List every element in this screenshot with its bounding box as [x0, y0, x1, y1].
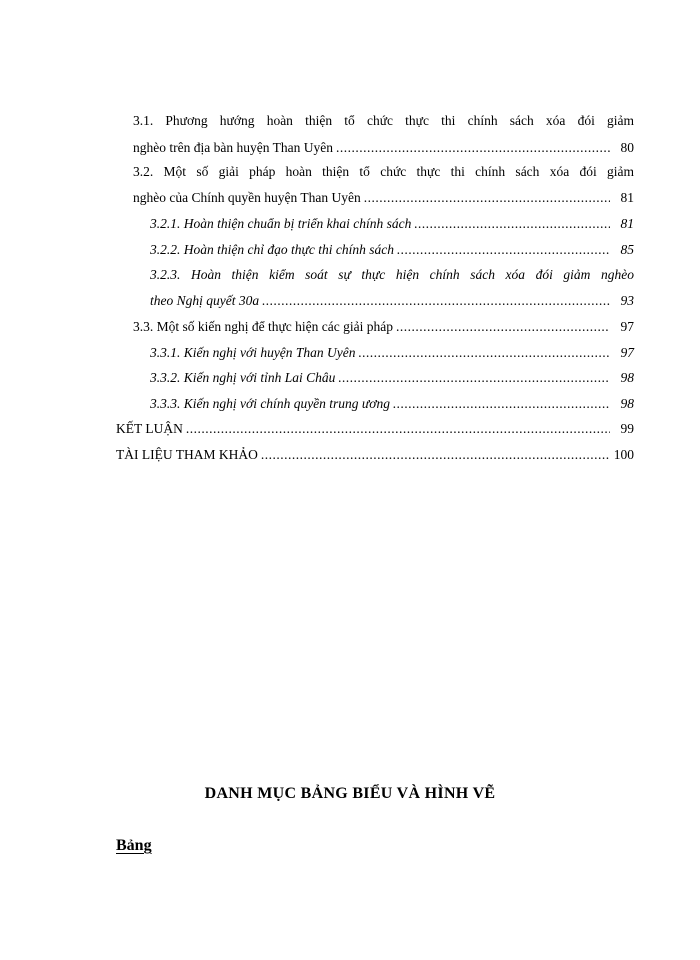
toc-page-number: 100 — [613, 447, 634, 462]
toc-entry-3-2-3 — [150, 293, 634, 309]
leader-dots — [397, 242, 610, 258]
toc-entry-3-3-3 — [150, 396, 634, 412]
leader-dots — [359, 345, 610, 361]
toc-entry-3-1 — [133, 140, 634, 156]
toc-entry-3-3 — [133, 319, 634, 335]
section-heading: DANH MỤC BẢNG BIỂU VÀ HÌNH VẼ — [204, 785, 496, 802]
toc-page-number: 97 — [620, 319, 634, 334]
toc-entry-3-3-1 — [150, 345, 634, 361]
leader-dots — [186, 421, 610, 437]
toc-entry-3-2-line1: 3.2. Một số giải pháp hoàn thiện tổ chức thực thi chính sách xóa đói giảm — [133, 164, 634, 179]
toc-page-number: 85 — [620, 242, 634, 257]
toc-page-number: 98 — [620, 370, 634, 385]
subsection-heading: Bảng — [116, 837, 152, 854]
toc-entry-text: 3.3.3. Kiến nghị với chính quyền trung ương — [150, 396, 390, 411]
leader-dots — [364, 190, 610, 206]
leader-dots — [261, 447, 610, 463]
toc-entry-3-2-3-line1: 3.2.3. Hoàn thiện kiểm soát sự thực hiện chính sách xóa đói giảm nghèo — [150, 267, 634, 282]
toc-entry-ket-luan — [116, 421, 634, 437]
toc-entry-3-1-line1: 3.1. Phương hướng hoàn thiện tổ chức thực thi chính sách xóa đói giảm — [133, 113, 634, 128]
leader-dots — [396, 319, 610, 335]
toc-entry-text: 3.3.2. Kiến nghị với tỉnh Lai Châu — [150, 370, 336, 385]
toc-entry-text: 3.3.1. Kiến nghị với huyện Than Uyên — [150, 345, 356, 360]
toc-page-number: 93 — [620, 293, 634, 308]
toc-entry-text: KẾT LUẬN — [116, 421, 183, 436]
leader-dots — [336, 140, 610, 156]
toc-entry-text: 3.2.1. Hoàn thiện chuẩn bị triển khai chính sách — [150, 216, 412, 231]
toc-entry-3-2-2 — [150, 242, 634, 258]
toc-entry-3-2 — [133, 190, 634, 206]
toc-entry-3-3-2 — [150, 370, 634, 386]
toc-entry-text: 3.3. Một số kiến nghị để thực hiện các giải pháp — [133, 319, 394, 334]
toc-page-number: 99 — [620, 421, 634, 436]
toc-page-number: 80 — [620, 140, 634, 155]
toc-page-number: 81 — [620, 190, 634, 205]
toc-page-number: 98 — [620, 396, 634, 411]
toc-page-number: 97 — [620, 345, 634, 360]
toc-entry-3-2-3-line2: theo Nghị quyết 30a — [150, 293, 260, 308]
leader-dots — [414, 216, 610, 232]
leader-dots — [262, 293, 610, 309]
toc-entry-3-2-1 — [150, 216, 634, 232]
toc-entry-3-2-line2: nghèo của Chính quyền huyện Than Uyên — [133, 190, 361, 205]
leader-dots — [338, 370, 610, 386]
leader-dots — [393, 396, 610, 412]
toc-entry-tai-lieu — [116, 447, 634, 463]
toc-entry-text: 3.2.2. Hoàn thiện chỉ đạo thực thi chính sách — [150, 242, 394, 257]
toc-page-number: 81 — [620, 216, 634, 231]
toc-entry-3-1-line2: nghèo trên địa bàn huyện Than Uyên — [133, 140, 333, 155]
toc-entry-text: TÀI LIỆU THAM KHẢO — [116, 447, 258, 462]
